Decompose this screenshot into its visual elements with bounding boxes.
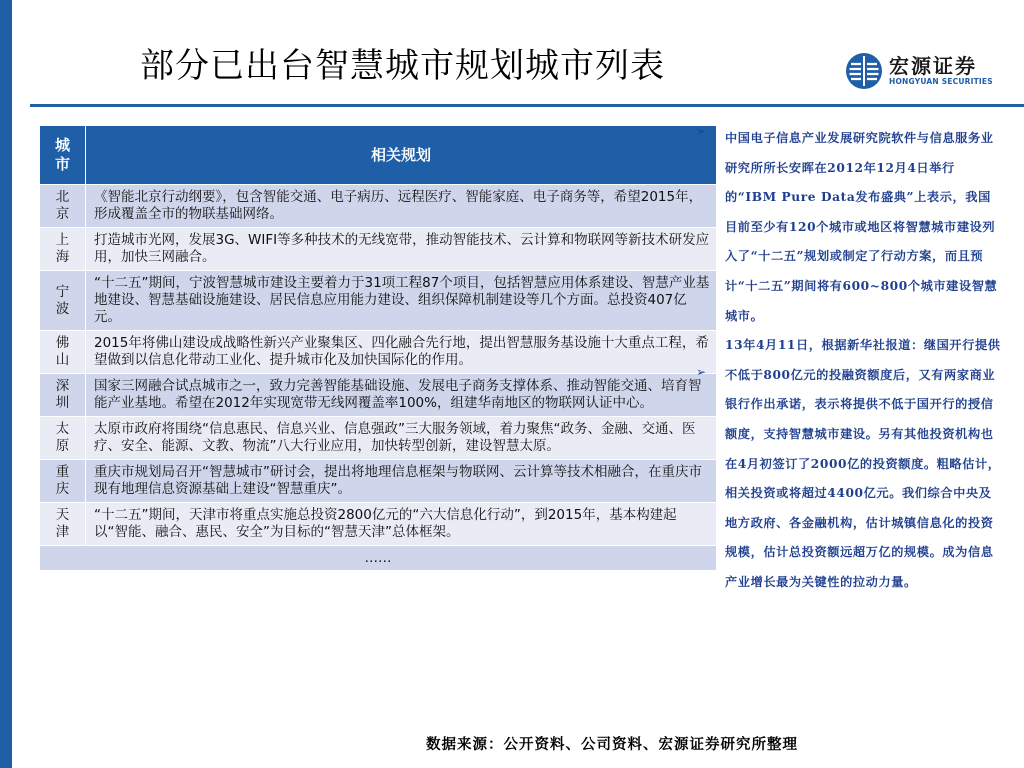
city-plan-table	[39, 125, 717, 571]
table-row	[40, 374, 717, 417]
table-row	[40, 460, 717, 503]
side-notes	[725, 124, 1002, 598]
city-cell: 深圳	[40, 374, 86, 417]
plan-cell: “十二五”期间，宁波智慧城市建设主要着力于31项工程87个项目，包括智慧应用体系建设、智慧产业基地建设、智慧基础设施建设、居民信息应用能力建设、组织保障机制建设等几个方面。总投资407亿元。	[86, 271, 717, 331]
left-accent-bar	[0, 0, 12, 768]
plan-cell: 国家三网融合试点城市之一，致力完善智能基础设施、发展电子商务支撑体系、推动智能交通、培育智能产业基地。希望在2012年实现宽带无线网覆盖率100%，组建华南地区的物联网认证中心。	[86, 374, 717, 417]
plan-cell: 打造城市光网，发展3G、WIFI等多种技术的无线宽带，推动智能技术、云计算和物联网等新技术研发应用，加快三网融合。	[86, 228, 717, 271]
city-cell: 宁波	[40, 271, 86, 331]
bullet-arrow-icon: ➢	[696, 124, 707, 138]
plan-cell: 2015年将佛山建设成战略性新兴产业聚集区、四化融合先行地，提出智慧服务基设施十大重点工程，希望做到以信息化带动工业化、提升城市化及加快国际化的作用。	[86, 331, 717, 374]
table-row	[40, 417, 717, 460]
city-cell: 北京	[40, 185, 86, 228]
plan-cell: 《智能北京行动纲要》，包含智能交通、电子病历、远程医疗、智能家庭、电子商务等，希望2015年，形成覆盖全市的物联基础网络。	[86, 185, 717, 228]
column-header-plan: 相关规划	[86, 126, 717, 185]
table-header-row	[40, 126, 717, 185]
bullet-arrow-icon: ➢	[696, 365, 707, 379]
table-ellipsis-row	[40, 546, 717, 571]
data-source-note: 数据来源：公开资料、公司资料、宏源证券研究所整理	[426, 736, 798, 753]
plan-cell: “十二五”期间，天津市将重点实施总投资2800亿元的“六大信息化行动”，到2015年，基本构建起以“智能、融合、惠民、安全”为目标的“智慧天津”总体框架。	[86, 503, 717, 546]
page-title: 部分已出台智慧城市规划城市列表	[140, 46, 665, 86]
city-cell: 上海	[40, 228, 86, 271]
side-note-paragraph: 中国电子信息产业发展研究院软件与信息服务业研究所所长安晖在2012年12月4日举行的“IBM Pure Data发布盛典”上表示，我国目前至少有120个城市或地区将智慧城市建设列入了“十二五”规划或制定了行动方案，而且预计“十二五”期间将有600~800个城市建设智慧城市。	[725, 131, 998, 323]
city-cell: 佛山	[40, 331, 86, 374]
city-cell: 太原	[40, 417, 86, 460]
plan-cell: 重庆市规划局召开“智慧城市”研讨会，提出将地理信息框架与物联网、云计算等技术相融合，在重庆市现有地理信息资源基础上建设“智慧重庆”。	[86, 460, 717, 503]
hongyuan-logo-icon	[845, 52, 883, 90]
city-cell: 天津	[40, 503, 86, 546]
table-row	[40, 228, 717, 271]
city-cell: 重庆	[40, 460, 86, 503]
column-header-city: 城市	[40, 126, 86, 185]
plan-cell: 太原市政府将围绕“信息惠民、信息兴业、信息强政”三大服务领域，着力聚焦“政务、金融、交通、医疗、安全、能源、文教、物流”八大行业应用，加快转型创新，建设智慧太原。	[86, 417, 717, 460]
brand-name-cn: 宏源证券	[889, 54, 977, 78]
title-divider	[30, 104, 1024, 107]
table-row	[40, 185, 717, 228]
side-note-paragraph: 13年4月11日，根据新华社报道：继国开行提供不低于800亿元的投融资额度后，又有两家商业银行作出承诺，表示将提供不低于国开行的授信额度，支持智慧城市建设。另有其他投资机构也在4月初签订了2000亿的投资额度。粗略估计，相关投资或将超过4400亿元。我们综合中央及地方政府、各金融机构，估计城镇信息化的投资规模，估计总投资额远超万亿的规模。成为信息产业增长最为关键性的拉动力量。	[725, 338, 1001, 589]
brand-name-en: HONGYUAN SECURITIES	[889, 77, 993, 86]
table-row	[40, 331, 717, 374]
table-row	[40, 503, 717, 546]
table-row	[40, 271, 717, 331]
ellipsis-cell: ……	[40, 546, 717, 571]
brand-logo	[845, 50, 995, 96]
